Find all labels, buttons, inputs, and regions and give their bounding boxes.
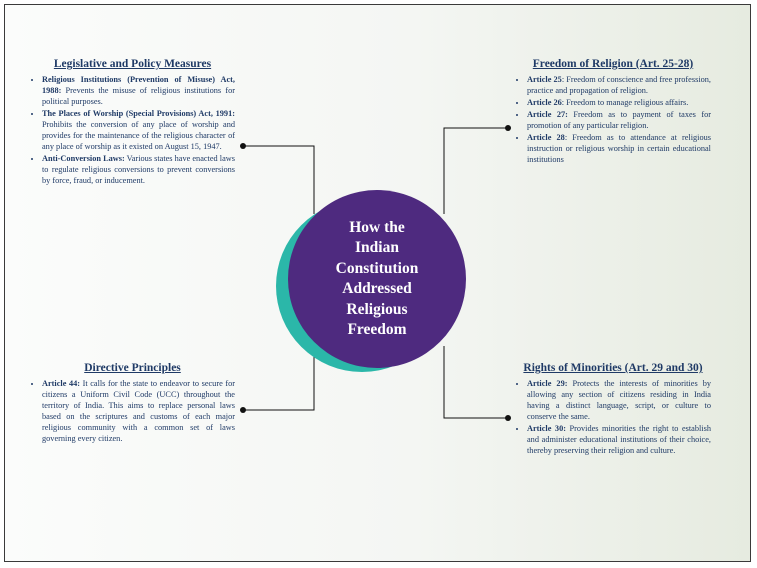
- legislative-list: [30, 74, 235, 186]
- center-title: [317, 218, 437, 341]
- directive-list: [30, 378, 235, 444]
- connector-dot-directive: [240, 407, 246, 413]
- item-label: Article 29:: [527, 379, 568, 388]
- connector-dot-legislative: [240, 143, 246, 149]
- list-item: [527, 132, 711, 165]
- legislative-heading: Legislative and Policy Measures: [53, 58, 212, 70]
- item-text: Freedom as to payment of taxes for promotion of any particular religion.: [527, 110, 711, 130]
- list-item: [527, 378, 711, 422]
- list-item: [42, 153, 235, 186]
- connector-directive: [243, 346, 314, 410]
- item-text: Provides minorities the right to establish and administer educational institutions of their choice, thereby preserving their religion and culture.: [527, 424, 711, 455]
- directive-block: [30, 362, 235, 445]
- center-circle: [288, 190, 466, 368]
- item-text: Various states have enacted laws to regulate religious conversions to prevent conversions by force, fraud, or inducement.: [42, 154, 235, 185]
- item-text: : Freedom as to attendance at religious instruction or religious worship in certain educational institutions: [527, 133, 711, 164]
- center-title-line: Constitution: [335, 259, 419, 277]
- list-item: [527, 109, 711, 131]
- legislative-block: [30, 58, 235, 187]
- item-text: Prohibits the conversion of any place of worship and provides for the maintenance of the religious character of any place of worship as it existed on August 15, 1947.: [42, 120, 235, 151]
- item-text: Prevents the misuse of religious institutions for political purposes.: [42, 86, 235, 106]
- connector-dot-freedom: [505, 125, 511, 131]
- item-text: Protects the interests of minorities by allowing any section of citizens residing in India having a distinct language, script, or culture to conserve the same.: [527, 379, 711, 421]
- center-title-line: Indian: [355, 239, 399, 256]
- connector-legislative: [243, 146, 314, 214]
- item-label: Article 25: [527, 75, 562, 84]
- item-label: Anti-Conversion Laws:: [42, 154, 125, 163]
- connector-freedom: [444, 128, 508, 214]
- list-item: [527, 97, 711, 108]
- center-title-line: How the: [349, 218, 405, 236]
- freedom-list: [515, 74, 711, 165]
- item-text: : Freedom to manage religious affairs.: [561, 98, 689, 107]
- item-label: Religious Institutions (Prevention of Misuse) Act, 1988:: [42, 75, 235, 95]
- list-item: [527, 74, 711, 96]
- list-item: [42, 74, 235, 107]
- directive-heading: Directive Principles: [84, 362, 181, 374]
- center-title-line: Addressed: [342, 280, 412, 297]
- item-label: Article 26: [527, 98, 562, 107]
- item-label: Article 27:: [527, 110, 568, 119]
- minorities-heading: Rights of Minorities (Art. 29 and 30): [523, 362, 703, 374]
- minorities-list: [515, 378, 711, 456]
- list-item: [527, 423, 711, 456]
- center-title-line: Religious: [346, 300, 408, 318]
- item-label: Article 44:: [42, 379, 81, 388]
- center-title-line: Freedom: [347, 321, 407, 338]
- list-item: [42, 108, 235, 152]
- connector-dot-minorities: [505, 415, 511, 421]
- item-text: : Freedom of conscience and free profession, practice and propagation of religion.: [527, 75, 711, 95]
- item-label: The Places of Worship (Special Provisions) Act, 1991:: [42, 109, 235, 118]
- minorities-block: [515, 362, 711, 457]
- freedom-heading: Freedom of Religion (Art. 25-28): [532, 58, 694, 70]
- freedom-block: [515, 58, 711, 166]
- item-label: Article 30:: [527, 424, 566, 433]
- item-label: Article 28: [527, 133, 565, 142]
- connector-minorities: [444, 346, 508, 418]
- list-item: [42, 378, 235, 444]
- item-text: It calls for the state to endeavor to secure for citizens a Uniform Civil Code (UCC) throughout the territory of India. This aims to replace personal laws based on the scriptures and customs of each major religious community with a common set of laws governing every citizen.: [42, 379, 236, 443]
